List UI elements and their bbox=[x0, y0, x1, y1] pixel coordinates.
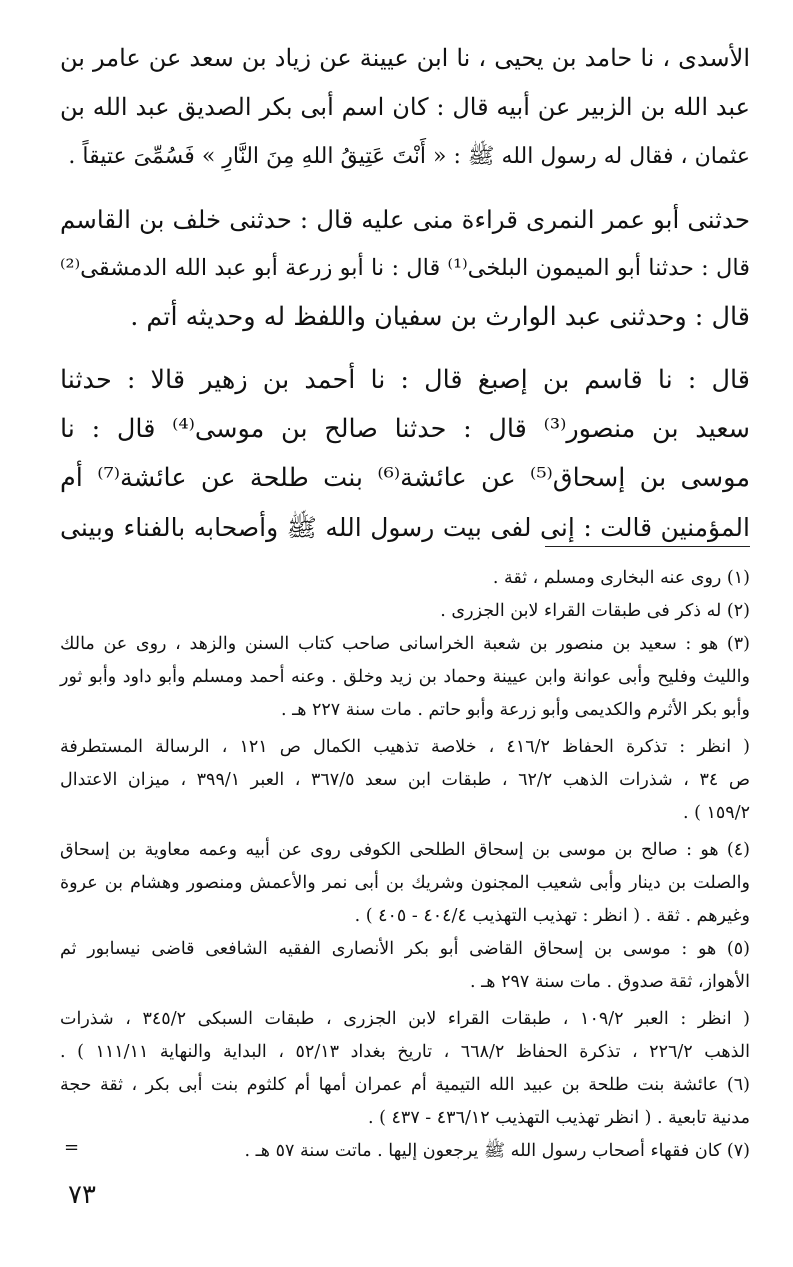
footnote-line: (٤) هو : صالح بن موسى بن إسحاق الطلحى الكوفى روى عن أبيه وعمه معاوية بن إسحاق bbox=[60, 840, 750, 860]
main-line: سعيد بن منصور⁽³⁾ قال : حدثنا صالح بن موسى⁽⁴⁾ قال : نا bbox=[60, 414, 751, 444]
footnote-line: ( انظر : العبر ١٠٩/٢ ، طبقات القراء لابن الجزرى ، طبقات السبكى ٣٤٥/٢ ، شذرات bbox=[60, 1009, 750, 1029]
footnote-line: (٧) كان فقهاء أصحاب رسول الله ﷺ يرجعون إليها . ماتت سنة ٥٧ هـ . bbox=[244, 1141, 750, 1161]
main-line: قال : حدثنا أبو الميمون البلخى⁽¹⁾ قال : نا أبو زرعة أبو عبد الله الدمشقى⁽²⁾ bbox=[60, 255, 750, 281]
footnote-line: (١) روى عنه البخارى ومسلم ، ثقة . bbox=[492, 568, 750, 588]
footnote-line: ( انظر : تذكرة الحفاظ ٤١٦/٢ ، خلاصة تذهيب الكمال ص ١٢١ ، الرسالة المستطرفة bbox=[60, 737, 750, 757]
footnote-line: (٥) هو : موسى بن إسحاق القاضى أبو بكر الأنصارى الفقيه الشافعى قاضى نيسابور ثم bbox=[60, 939, 750, 959]
main-line: قال : وحدثنى عبد الوارث بن سفيان واللفظ له وحديثه أتم . bbox=[130, 302, 750, 332]
continuation-mark: = bbox=[64, 1137, 80, 1158]
main-line: الأسدى ، نا حامد بن يحيى ، نا ابن عيينة عن زياد بن سعد عن عامر بن bbox=[60, 44, 750, 72]
footnote-line: وأبو بكر الأثرم والكديمى وأبو زرعة وأبو حاتم . مات سنة ٢٢٧ هـ . bbox=[280, 700, 750, 720]
main-line: قال : نا قاسم بن إصبغ قال : نا أحمد بن زهير قالا : حدثنا bbox=[60, 365, 750, 395]
footnote-line: والليث وفليح وأبى عوانة وابن عيينة وحماد بن زيد وخلق . وعنه أحمد ومسلم وأبو داود وأبو ثور bbox=[60, 667, 750, 687]
footnotes bbox=[60, 562, 750, 1168]
main-line: عثمان ، فقال له رسول الله ﷺ : « أَنْتَ عَتِيقُ اللهِ مِنَ النَّارِ » فَسُمِّىَ عتيقاً . bbox=[68, 144, 750, 169]
footnote-line: (٦) عائشة بنت طلحة بن عبيد الله التيمية أم عمران أمها أم كلثوم بنت أبى بكر ، ثقة حجة bbox=[60, 1075, 750, 1095]
main-line: عبد الله بن الزبير عن أبيه قال : كان اسم أبى بكر الصديق عبد الله بن bbox=[60, 93, 750, 121]
main-line: المؤمنين قالت : إنى لفى بيت رسول الله ﷺ وأصحابه بالفناء وبينى bbox=[60, 513, 750, 542]
footnote-line: الذهب ٢٢٦/٢ ، تذكرة الحفاظ ٦٦٨/٢ ، تاريخ بغداد ٥٢/١٣ ، البداية والنهاية ١١١/١١ ) . bbox=[60, 1042, 750, 1062]
main-line: موسى بن إسحاق⁽⁵⁾ عن عائشة⁽⁶⁾ بنت طلحة عن عائشة⁽⁷⁾ أم bbox=[60, 463, 751, 493]
footnote-line: الأهواز، ثقة صدوق . مات سنة ٢٩٧ هـ . bbox=[470, 972, 750, 992]
main-line: حدثنى أبو عمر النمرى قراءة منى عليه قال : حدثنى خلف بن القاسم bbox=[60, 205, 750, 234]
footnote-line: (٢) له ذكر فى طبقات القراء لابن الجزرى . bbox=[440, 601, 750, 621]
page-number: ٧٣ bbox=[68, 1180, 96, 1210]
footnote-line: ١٥٩/٢ ) . bbox=[682, 803, 750, 823]
footnote-line: ص ٣٤ ، شذرات الذهب ٦٢/٢ ، طبقات ابن سعد ٣٦٧/٥ ، العبر ٣٩٩/١ ، ميزان الاعتدال bbox=[60, 770, 750, 790]
main-text bbox=[60, 34, 750, 552]
footnote-divider bbox=[545, 546, 750, 547]
footnote-line: والصلت بن دينار وأبى شعيب المجنون وشريك بن أبى نمر والأعمش ومنصور وهشام بن عروة bbox=[60, 873, 750, 893]
footnote-line: مدنية تابعية . ( انظر تهذيب التهذيب ٤٣٦/١٢ - ٤٣٧ ) . bbox=[368, 1108, 750, 1128]
footnote-line: (٣) هو : سعيد بن منصور بن شعبة الخراسانى صاحب كتاب السنن والزهد ، روى عن مالك bbox=[60, 634, 750, 654]
footnote-line: وغيرهم . ثقة . ( انظر : تهذيب التهذيب ٤٠٤/٤ - ٤٠٥ ) . bbox=[354, 906, 750, 926]
